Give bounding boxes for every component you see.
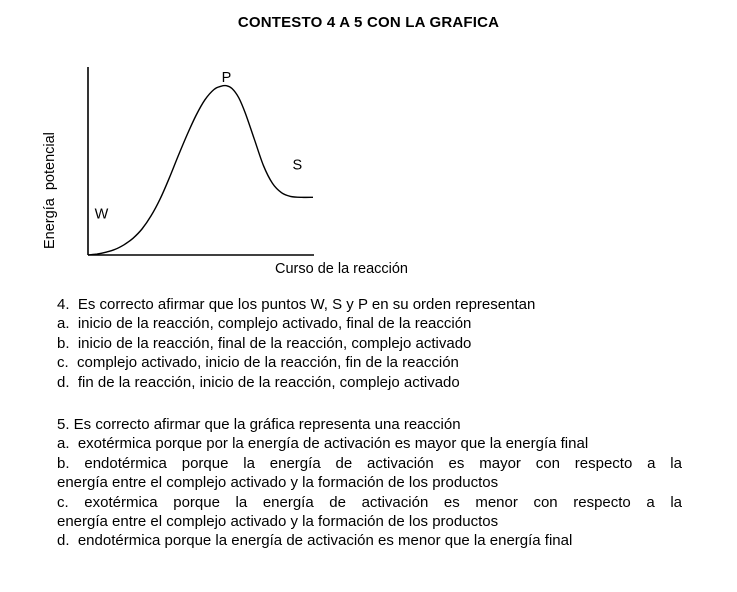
question-4-prompt: 4. Es correcto afirmar que los puntos W, S y P en su orden representan — [57, 296, 536, 313]
energy-curve — [88, 86, 313, 255]
question-5-prompt: 5. Es correcto afirmar que la gráfica representa una reacción — [57, 416, 461, 434]
question-4 — [57, 295, 682, 392]
question-5-option-b-line-1: b. endotérmica porque la energía de activación es mayor con respecto a la — [57, 454, 682, 472]
question-4-option-a: a. inicio de la reacción, complejo activado, final de la reacción — [57, 315, 472, 333]
point-label-p: P — [221, 70, 232, 86]
question-5-option-b-line-2: energía entre el complejo activado y la formación de los productos — [57, 474, 499, 492]
question-5-option-d: d. endotérmica porque la energía de activación es menor que la energía final — [57, 532, 573, 550]
question-5 — [57, 415, 682, 551]
question-4-option-b: b. inicio de la reacción, final de la reacción, complejo activado — [57, 334, 472, 352]
y-axis-label: Energía potencial — [42, 132, 58, 249]
reaction-energy-chart — [38, 45, 468, 285]
point-label-w: W — [94, 206, 109, 223]
page-title: CONTESTO 4 A 5 CON LA GRAFICA — [237, 14, 500, 31]
question-5-option-c-line-2: energía entre el complejo activado y la formación de los productos — [57, 513, 499, 531]
question-4-option-d: d. fin de la reacción, inicio de la reacción, complejo activado — [57, 373, 460, 391]
x-axis-label: Curso de la reacción — [275, 261, 408, 277]
point-label-s: S — [292, 157, 303, 174]
energy-diagram-figure — [38, 45, 468, 285]
questions-section — [57, 295, 682, 551]
question-4-option-c: c. complejo activado, inicio de la reacción, fin de la reacción — [57, 354, 459, 372]
question-5-option-c-line-1: c. exotérmica porque la energía de activación es menor con respecto a la — [57, 493, 682, 511]
question-5-option-a: a. exotérmica porque por la energía de activación es mayor que la energía final — [57, 435, 589, 453]
